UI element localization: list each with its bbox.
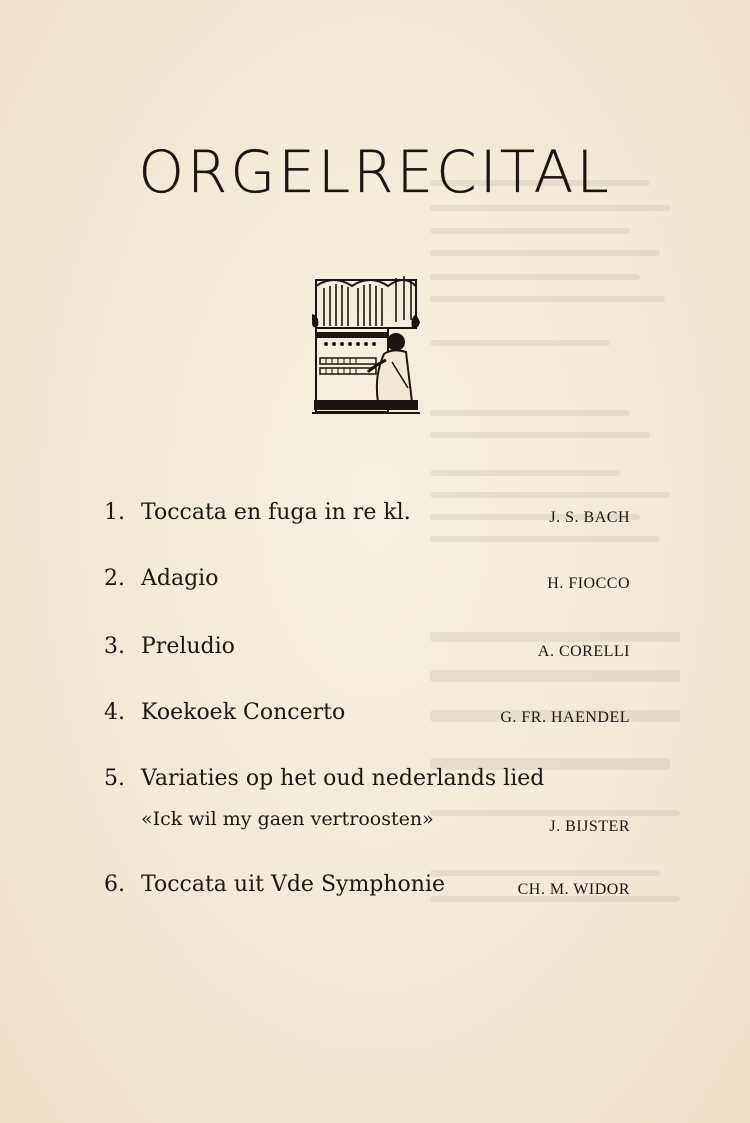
item-number: 3. (104, 634, 125, 659)
composer-name: J. BIJSTER (549, 818, 630, 835)
work-title: Toccata en fuga in re kl. (141, 500, 411, 525)
program-item-3 (104, 634, 630, 700)
work-title: Toccata uit Vde Symphonie (141, 872, 446, 897)
composer-name: H. FIOCCO (547, 575, 630, 592)
composer-name: A. CORELLI (537, 643, 630, 660)
item-number: 4. (104, 700, 125, 725)
program-item-1 (104, 500, 630, 566)
page-title: ORGELRECITAL (138, 138, 612, 206)
composer-name: J. S. BACH (549, 509, 630, 526)
item-number: 1. (104, 500, 125, 525)
program-item-6 (104, 872, 630, 916)
work-title: Koekoek Concerto (141, 700, 346, 725)
item-number: 5. (104, 766, 125, 791)
composer-name: CH. M. WIDOR (517, 881, 630, 898)
program-list (104, 500, 630, 916)
work-title: Preludio (141, 634, 235, 659)
item-number: 2. (104, 566, 125, 591)
work-subtitle: «Ick wil my gaen vertroosten» (141, 808, 434, 830)
program-item-4 (104, 700, 630, 766)
work-title: Variaties op het oud nederlands lied (141, 766, 545, 791)
work-title: Adagio (141, 566, 219, 591)
program-item-5 (104, 766, 630, 872)
composer-name: G. FR. HAENDEL (500, 709, 630, 726)
item-number: 6. (104, 872, 125, 897)
program-item-2 (104, 566, 630, 634)
organist-at-organ-icon (312, 276, 420, 414)
